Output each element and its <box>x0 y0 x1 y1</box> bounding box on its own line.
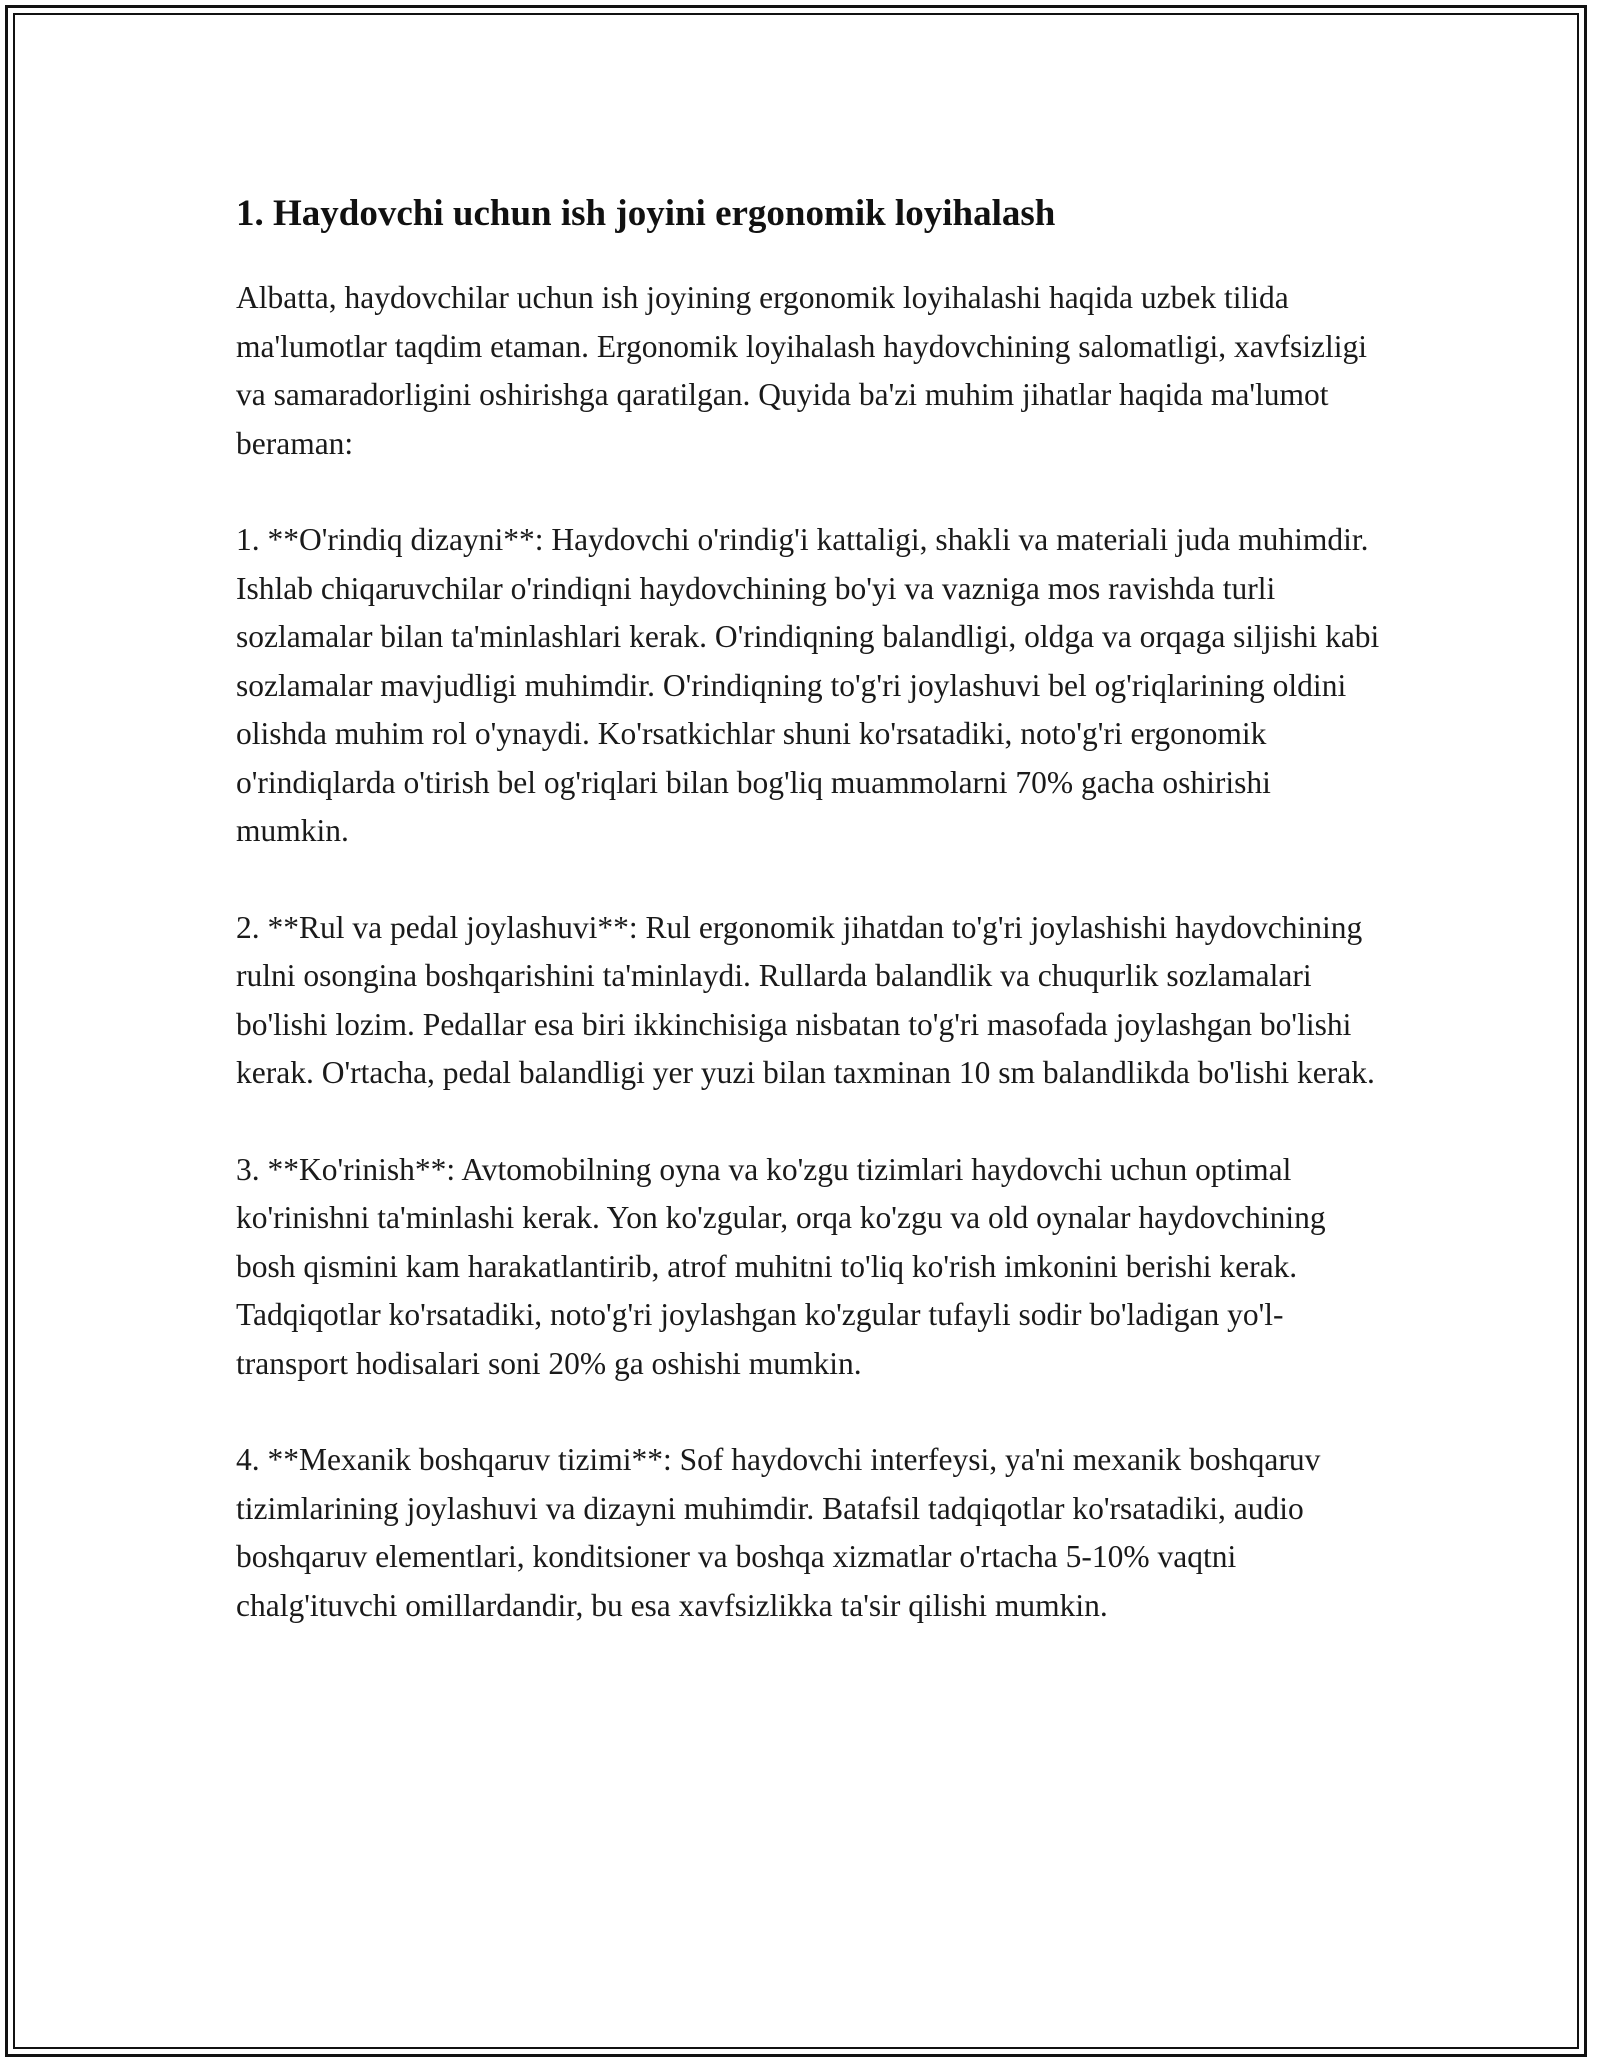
document-title: 1. Haydovchi uchun ish joyini ergonomik loyihalash <box>236 193 1056 234</box>
paragraph-mechanical-controls: 4. **Mexanik boshqaruv tizimi**: Sof haydovchi interfeysi, ya'ni mexanik boshqaruv tizimlarining joylashuvi va dizayni muhimdir. Batafsil tadqiqotlar ko'rsatadiki, audio boshqaruv elementlari, konditsioner va boshqa xizmatlar o'rtacha 5-10% vaqtni chalg'ituvchi omillardandir, bu esa xavfsizlikka ta'sir qilishi mumkin. <box>236 1442 1321 1623</box>
document-body <box>236 190 1386 1630</box>
intro-paragraph: Albatta, haydovchilar uchun ish joyining ergonomik loyihalashi haqida uzbek tilida ma'lumotlar taqdim etaman. Ergonomik loyihalash haydovchining salomatligi, xavfsizligi va samaradorligini oshirishga qaratilgan. Quyida ba'zi muhim jihatlar haqida ma'lumot beraman: <box>236 280 1368 461</box>
paragraph-seat-design: 1. **O'rindiq dizayni**: Haydovchi o'rindig'i kattaligi, shakli va materiali juda muhimdir. Ishlab chiqaruvchilar o'rindiqni haydovchining bo'yi va vazniga mos ravishda turli sozlamalar bilan ta'minlashlari kerak. O'rindiqning balandligi, oldga va orqaga siljishi kabi sozlamalar mavjudligi muhimdir. O'rindiqning to'g'ri joylashuvi bel og'riqlarining oldini olishda muhim rol o'ynaydi. Ko'rsatkichlar shuni ko'rsatadiki, noto'g'ri ergonomik o'rindiqlarda o'tirish bel og'riqlari bilan bog'liq muammolarni 70% gacha oshirishi mumkin. <box>236 522 1380 848</box>
paragraph-steering-pedals: 2. **Rul va pedal joylashuvi**: Rul ergonomik jihatdan to'g'ri joylashishi haydovchining rulni osongina boshqarishini ta'minlaydi. Rullarda balandlik va chuqurlik sozlamalari bo'lishi lozim. Pedallar esa biri ikkinchisiga nisbatan to'g'ri masofada joylashgan bo'lishi kerak. O'rtacha, pedal balandligi yer yuzi bilan taxminan 10 sm balandlikda bo'lishi kerak. <box>236 909 1375 1090</box>
paragraph-visibility: 3. **Ko'rinish**: Avtomobilning oyna va ko'zgu tizimlari haydovchi uchun optimal ko'rinishni ta'minlashi kerak. Yon ko'zgular, orqa ko'zgu va old oynalar haydovchining bosh qismini kam harakatlantirib, atrof muhitni to'liq ko'rish imkonini berishi kerak. Tadqiqotlar ko'rsatadiki, noto'g'ri joylashgan ko'zgular tufayli sodir bo'ladigan yo'l-transport hodisalari soni 20% ga oshishi mumkin. <box>236 1151 1326 1381</box>
